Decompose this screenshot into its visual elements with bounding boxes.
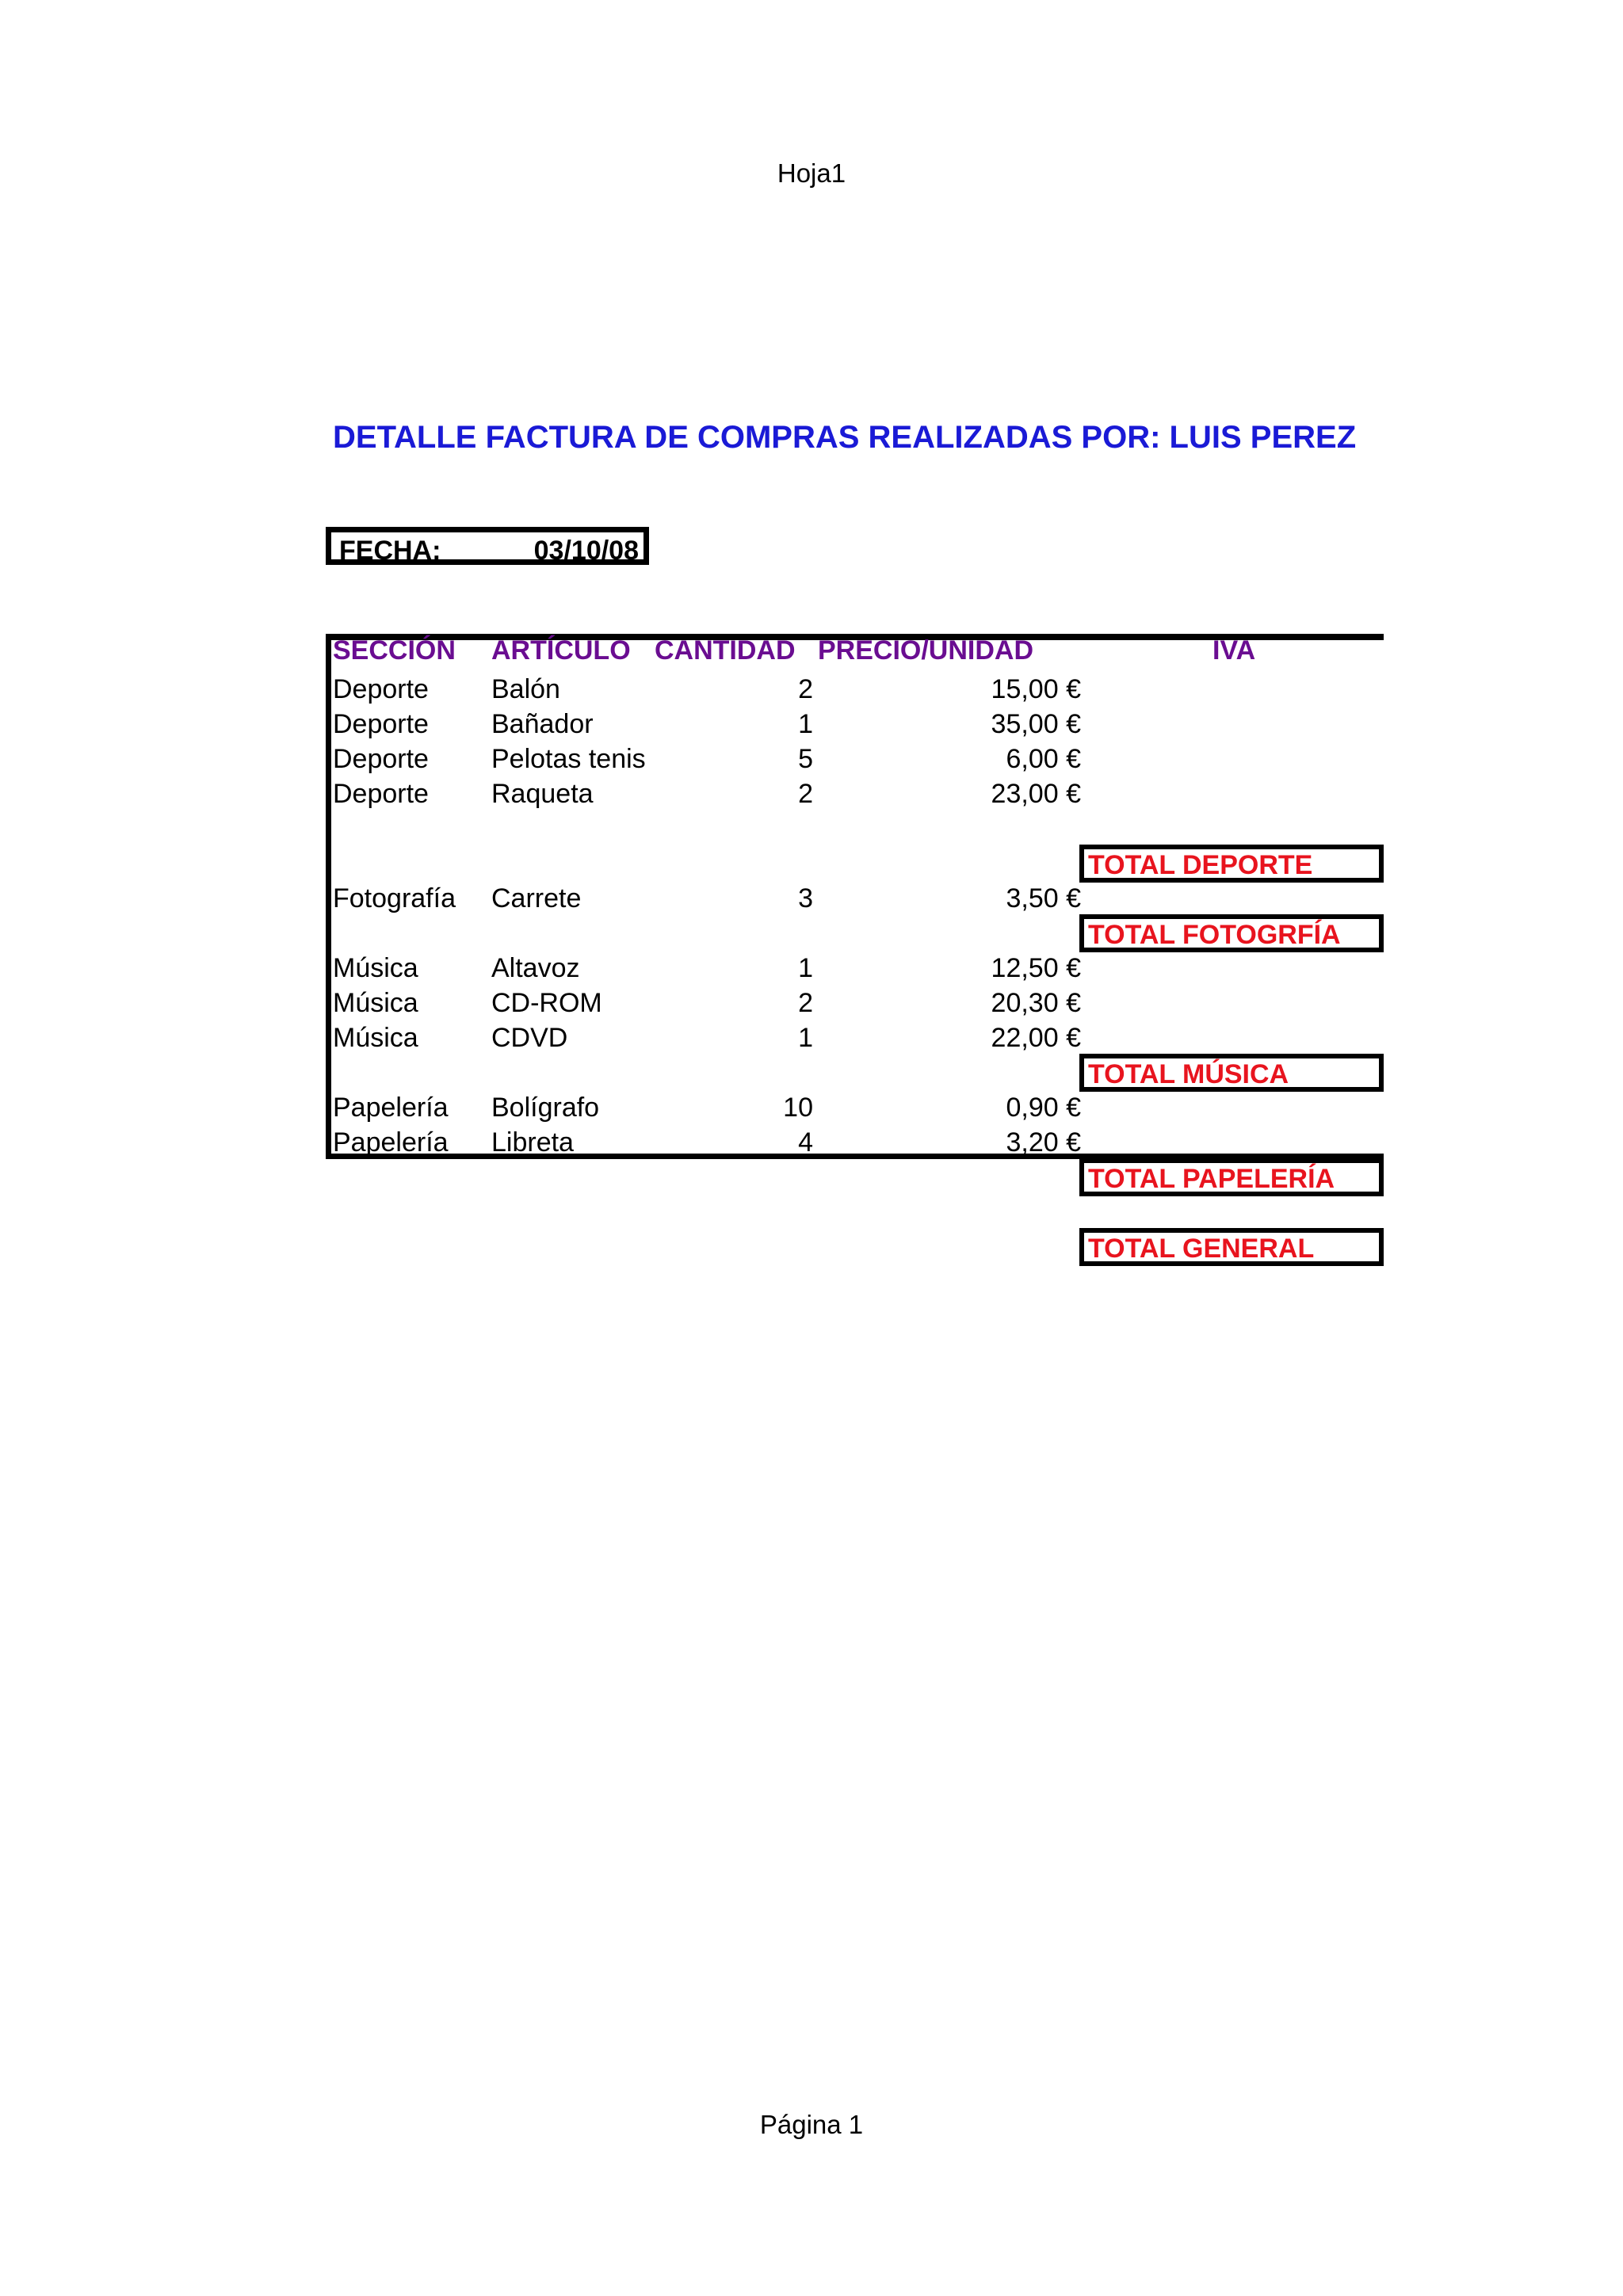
total-general-label: TOTAL GENERAL — [1088, 1234, 1315, 1264]
cell-section: Deporte — [333, 674, 429, 704]
cell-quantity: 5 — [798, 744, 813, 774]
cell-section: Deporte — [333, 709, 429, 739]
date-value: 03/10/08 — [533, 536, 639, 566]
column-header-article: ARTÍCULO — [491, 635, 631, 666]
cell-price: 3,50 € — [1006, 883, 1081, 913]
cell-article: CDVD — [491, 1023, 568, 1053]
cell-section: Deporte — [333, 779, 429, 809]
cell-article: Carrete — [491, 883, 582, 913]
cell-section: Deporte — [333, 744, 429, 774]
total-fotografia-box — [1079, 914, 1384, 952]
cell-article: Libreta — [491, 1127, 574, 1158]
cell-section: Papelería — [333, 1127, 449, 1158]
date-box — [326, 527, 649, 565]
cell-price: 20,30 € — [991, 988, 1081, 1018]
cell-section: Música — [333, 1023, 418, 1053]
total-musica-box — [1079, 1054, 1384, 1092]
date-label: FECHA: — [339, 536, 441, 566]
total-deporte-label: TOTAL DEPORTE — [1088, 850, 1313, 880]
total-papeleria-box — [1079, 1158, 1384, 1196]
cell-price: 12,50 € — [991, 953, 1081, 983]
cell-price: 15,00 € — [991, 674, 1081, 704]
invoice-title: DETALLE FACTURA DE COMPRAS REALIZADAS POR: LUIS PEREZ — [333, 420, 1357, 455]
cell-price: 22,00 € — [991, 1023, 1081, 1053]
cell-quantity: 1 — [798, 709, 813, 739]
cell-price: 23,00 € — [991, 779, 1081, 809]
total-musica-label: TOTAL MÚSICA — [1088, 1059, 1289, 1089]
cell-article: Raqueta — [491, 779, 594, 809]
cell-article: Bañador — [491, 709, 594, 739]
cell-section: Música — [333, 988, 418, 1018]
total-deporte-box — [1079, 845, 1384, 883]
cell-section: Música — [333, 953, 418, 983]
cell-article: Bolígrafo — [491, 1093, 600, 1123]
cell-quantity: 4 — [798, 1127, 813, 1158]
cell-quantity: 2 — [798, 779, 813, 809]
cell-article: Altavoz — [491, 953, 580, 983]
total-fotografia-label: TOTAL FOTOGRFÍA — [1088, 920, 1341, 950]
cell-quantity: 1 — [798, 953, 813, 983]
cell-quantity: 3 — [798, 883, 813, 913]
cell-price: 0,90 € — [1006, 1093, 1081, 1123]
cell-price: 35,00 € — [991, 709, 1081, 739]
column-header-iva: IVA — [1212, 635, 1256, 666]
column-header-section: SECCIÓN — [333, 635, 456, 666]
sheet-header: Hoja1 — [777, 158, 846, 188]
cell-price: 3,20 € — [1006, 1127, 1081, 1158]
cell-quantity: 2 — [798, 674, 813, 704]
cell-price: 6,00 € — [1006, 744, 1081, 774]
cell-quantity: 1 — [798, 1023, 813, 1053]
cell-section: Papelería — [333, 1093, 449, 1123]
total-papeleria-label: TOTAL PAPELERÍA — [1088, 1164, 1335, 1194]
cell-article: Pelotas tenis — [491, 744, 646, 774]
page-footer: Página 1 — [759, 2110, 864, 2139]
cell-article: CD-ROM — [491, 988, 602, 1018]
cell-quantity: 10 — [783, 1093, 813, 1123]
total-general-box — [1079, 1228, 1384, 1266]
cell-quantity: 2 — [798, 988, 813, 1018]
cell-article: Balón — [491, 674, 560, 704]
column-header-unit-price: PRECIO/UNIDAD — [818, 635, 1034, 666]
cell-section: Fotografía — [333, 883, 456, 913]
column-header-quantity: CANTIDAD — [655, 635, 796, 666]
